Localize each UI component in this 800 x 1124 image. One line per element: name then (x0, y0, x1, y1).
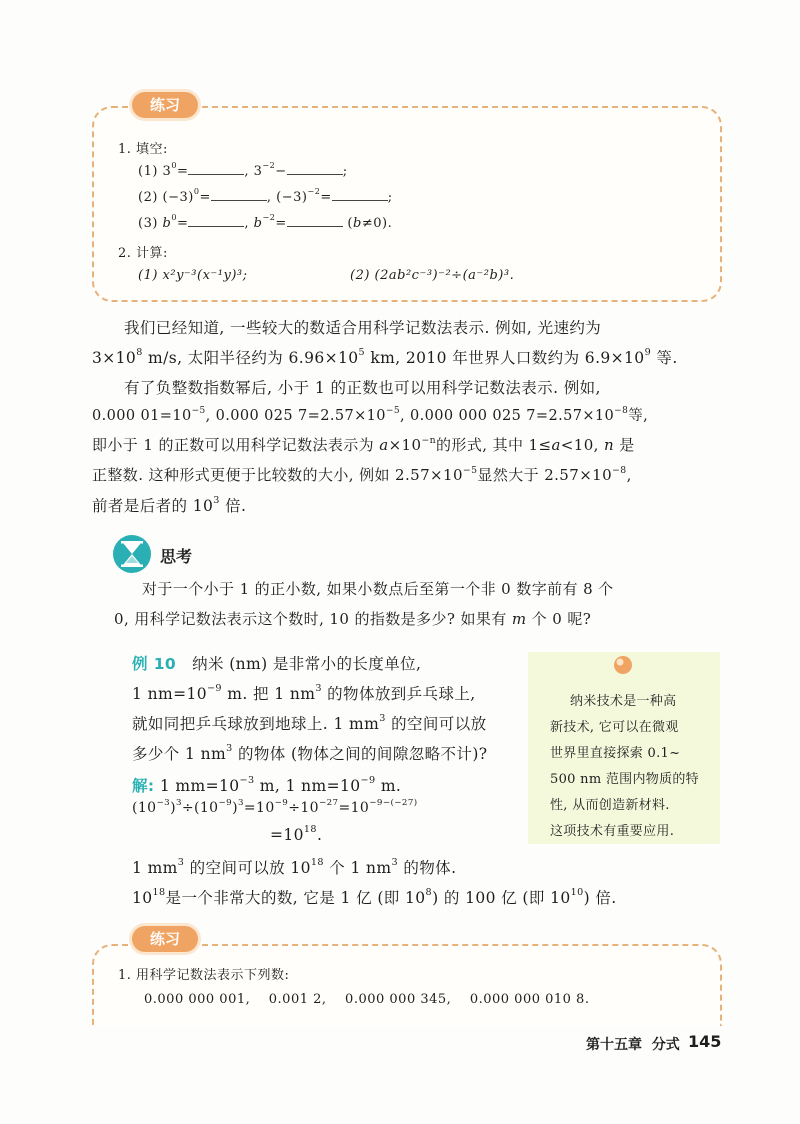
exercise1-q1-title: 1. 填空: (118, 142, 168, 157)
exercise1-q1-3: (3) $b^0=$ , $b^{-2}= (b\ne 0)$. (138, 213, 393, 231)
sphere-icon (612, 654, 634, 676)
side-note-line: 纳米技术是一种高 (570, 694, 677, 709)
exercise-box-2 (92, 944, 722, 1026)
hourglass-icon (112, 534, 152, 574)
solution-label: 解: (132, 777, 155, 795)
solution-line: $=10^{18}$. (270, 824, 323, 844)
answer-blank[interactable] (287, 164, 343, 175)
conclusion-line: 1 $mm^3$ 的空间可以放 $10^{18}$ 个 1 $nm^3$ 的物体. (132, 857, 457, 877)
example-line: 就如同把乒乓球放到地球上. 1 $mm^3$ 的空间可以放 (132, 713, 487, 733)
paragraph-line: 前者是后者的 $10^3$ 倍. (92, 495, 247, 515)
solution-line: $(10^{-3})^3\div(10^{-9})^3=10^{-9}\div 10^{-27}=10^{-9-(-27)}$ (132, 798, 418, 816)
exercise1-q1-2: (2) $(-3)^0=$ , $(-3)^{-2}=$ ; (138, 187, 393, 205)
think-line: 0, 用科学记数法表示这个数时, 10 的指数是多少? 如果有 m 个 0 呢? (114, 610, 592, 628)
solution-line: 解: 1 $mm=10^{-3}$ m, 1 $nm=10^{-9}$ m. (132, 775, 402, 795)
think-title: 思考 (160, 547, 193, 566)
example-line: 例 10 纳米 (nm) 是非常小的长度单位, (132, 655, 422, 673)
answer-blank[interactable] (188, 216, 244, 227)
exercise1-q2-title: 2. 计算: (118, 246, 168, 261)
answer-blank[interactable] (332, 190, 388, 201)
exercise1-q2-1: (1) x²y⁻³(x⁻¹y)³; (138, 268, 248, 283)
chapter-title: 第十五章 分式 (586, 1037, 680, 1053)
answer-blank[interactable] (211, 190, 267, 201)
paragraph-line: 即小于 1 的正数可以用科学记数法表示为 $a\times 10^{-n}$的形式, 其中 1≤a<10, n 是 (92, 434, 635, 454)
exercise1-q2-2: (2) (2ab²c⁻³)⁻²÷(a⁻²b)³. (350, 268, 515, 283)
paragraph-line: 正整数. 这种形式更便于比较数的大小, 例如 $2.57\times 10^{-5}$显然大于 $2.57\times 10^{-8}$, (92, 464, 632, 484)
paragraph-line: 我们已经知道, 一些较大的数适合用科学记数法表示. 例如, 光速约为 (124, 319, 602, 337)
side-note-line: 世界里直接探索 0.1~ (550, 746, 681, 761)
paragraph-line: 有了负整数指数幂后, 小于 1 的正数也可以用科学记数法表示. 例如, (124, 379, 601, 397)
example-label: 例 10 (132, 655, 177, 673)
paragraph-line: 0.000 $01=10^{-5}$, 0.000 025 $7=2.57\times 10^{-5}$, 0.000 000 025 $7=2.57\times 10^{-8}$等, (92, 405, 649, 424)
page-number: 145 (688, 1032, 722, 1051)
exercise2-q1-title: 1. 用科学记数法表示下列数: (118, 968, 290, 983)
side-note (528, 652, 720, 844)
exercise2-q1-values: 0.000 000 001, 0.001 2, 0.000 000 345, 0.000 000 010 8. (144, 992, 590, 1007)
answer-blank[interactable] (188, 164, 244, 175)
side-note-line: 这项技术有重要应用. (550, 824, 675, 839)
side-note-line: 性, 从而创造新材料. (550, 798, 670, 813)
exercise1-q1-1: (1) $3^0=$ , $3^{-2}-$ ; (138, 161, 348, 179)
conclusion-line: $10^{18}$是一个非常大的数, 它是 1 亿 (即 $10^8$) 的 100 亿 (即 $10^{10}$) 倍. (132, 887, 617, 907)
example-line: 1 $nm=10^{-9}$ m. 把 1 $nm^3$ 的物体放到乒乓球上, (132, 683, 476, 703)
side-note-line: 500 nm 范围内物质的特 (550, 772, 699, 787)
exercise-tag-2: 练习 (132, 926, 198, 952)
side-note-line: 新技术, 它可以在微观 (550, 720, 679, 735)
answer-blank[interactable] (287, 216, 343, 227)
exercise-tag-1: 练习 (132, 92, 198, 118)
paragraph-line: $3\times 10^8$ m/s, 太阳半径约为 $6.96\times 10^5$ km, 2010 年世界人口数约为 $6.9\times 10^9$ 等. (92, 347, 678, 367)
example-line: 多少个 1 $nm^3$ 的物体 (物体之间的间隙忽略不计)? (132, 743, 488, 763)
think-line: 对于一个小于 1 的正小数, 如果小数点后至第一个非 0 数字前有 8 个 (142, 580, 614, 598)
